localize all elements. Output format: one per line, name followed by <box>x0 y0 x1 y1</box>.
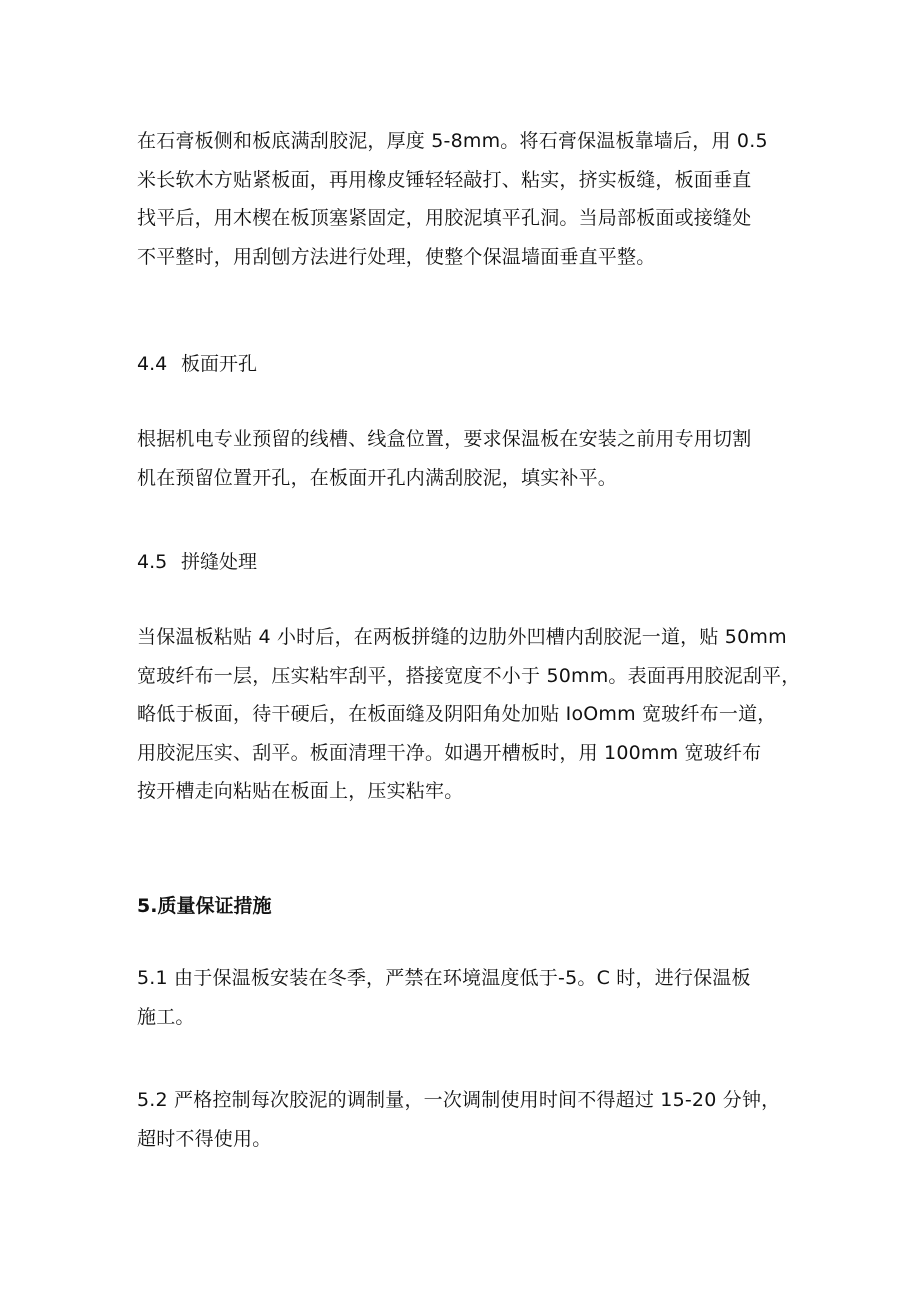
section-title: 5.质量保证措施 <box>137 895 272 917</box>
section-heading-4-4 <box>137 345 257 383</box>
text-line: 超时不得使用。 <box>137 1127 272 1150</box>
text-line: 根据机电专业预留的线槽、线盒位置，要求保温板在安装之前用专用切割 <box>137 428 752 450</box>
section-title: 拼缝处理 <box>181 551 258 573</box>
text-line: 宽玻纤布一层，压实粘牢刮平，搭接宽度不小于 50mm。表面再用胶泥刮平， <box>137 664 801 687</box>
text-line: 米长软木方贴紧板面，再用橡皮锤轻轻敲打、粘实，挤实板缝，板面垂直 <box>137 168 752 191</box>
text-line: 按开槽走向粘贴在板面上，压实粘牢。 <box>137 780 464 802</box>
text-line: 不平整时，用刮刨方法进行处理，使整个保温墙面垂直平整。 <box>137 245 656 268</box>
paragraph-seam-treatment <box>137 618 801 811</box>
text-line: 略低于板面，待干硬后，在板面缝及阴阳角处加贴 IoOmm 宽玻纤布一道， <box>137 703 777 725</box>
text-line: 5.2 严格控制每次胶泥的调制量，一次调制使用时间不得超过 15-20 分钟， <box>137 1089 781 1111</box>
text-line: 在石膏板侧和板底满刮胶泥，厚度 5-8mm。将石膏保温板靠墙后，用 0.5 <box>137 130 768 152</box>
text-line: 5.1 由于保温板安装在冬季，严禁在环境温度低于-5。C 时，进行保温板 <box>137 967 751 989</box>
section-heading-4-5 <box>137 543 257 581</box>
section-heading-5 <box>137 887 271 925</box>
text-line: 当保温板粘贴 4 小时后，在两板拼缝的边肋外凹槽内刮胶泥一道，贴 50mm <box>137 626 787 648</box>
text-line: 找平后，用木楔在板顶塞紧固定，用胶泥填平孔洞。当局部板面或接缝处 <box>137 207 752 229</box>
section-number: 4.5 <box>137 551 168 573</box>
paragraph-gypsum-board-installation <box>137 122 797 276</box>
section-title: 板面开孔 <box>181 353 258 375</box>
text-line: 施工。 <box>137 1005 195 1028</box>
section-number: 4.4 <box>137 353 168 375</box>
text-line: 机在预留位置开孔，在板面开孔内满刮胶泥，填实补平。 <box>137 466 618 489</box>
item-5-1 <box>137 959 797 1036</box>
item-5-2 <box>137 1081 797 1158</box>
paragraph-board-openings <box>137 420 797 497</box>
text-line: 用胶泥压实、刮平。板面清理干净。如遇开槽板时，用 100mm 宽玻纤布 <box>137 741 762 764</box>
